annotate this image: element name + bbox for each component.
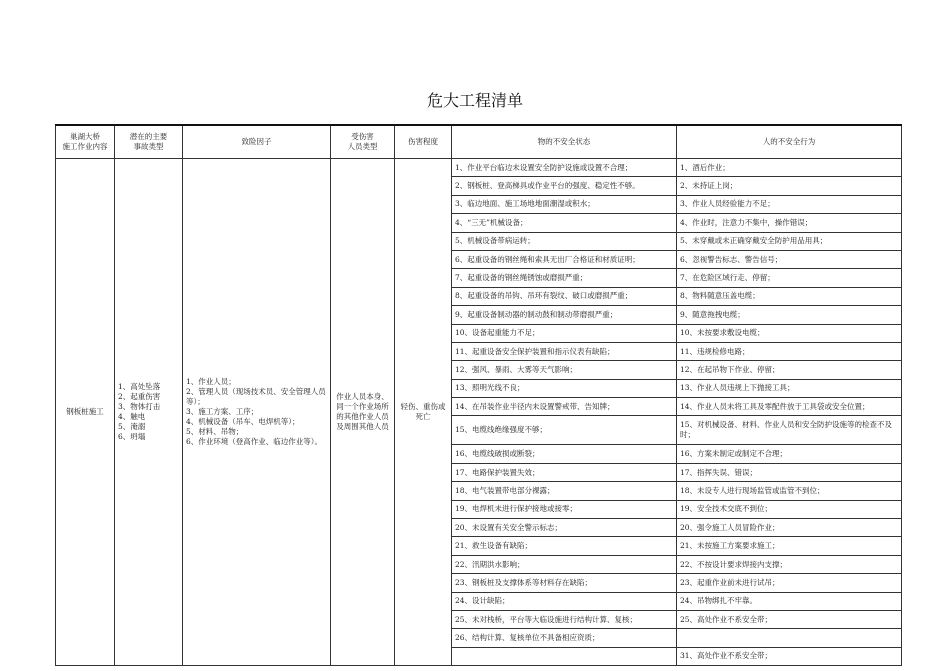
human-behavior-item: 4、作业时，注意力不集中，操作错误； (677, 214, 902, 232)
object-state-item: 22、汛期洪水影响； (452, 555, 677, 573)
cell-accident-types: 1、高处坠落 2、起重伤害 3、物体打击 4、触电 5、淹溺 6、坍塌 (115, 159, 183, 666)
human-behavior-item: 13、作业人员违规上下抛接工具； (677, 379, 902, 397)
human-behavior-item: 23、起重作业前未进行试吊； (677, 574, 902, 592)
human-behavior-item: 16、方案未制定或制定不合理； (677, 445, 902, 463)
human-behavior-item: 17、指挥失误、错误； (677, 463, 902, 481)
human-behavior-item: 15、对机械设备、材料、作业人员和安全防护设施等的检查不及时； (677, 416, 902, 445)
human-behavior-item: 25、高处作业不系安全带； (677, 610, 902, 628)
human-behavior-item: 14、作业人员未将工具及零配件放于工具袋或安全位置； (677, 398, 902, 416)
human-behavior-item: 5、未穿戴或未正确穿戴安全防护用品用具； (677, 232, 902, 250)
human-behavior-item: 6、忽视警告标志、警告信号； (677, 250, 902, 268)
human-behavior-item: 12、在起吊物下作业、停留； (677, 361, 902, 379)
human-behavior-item: 3、作业人员经验能力不足； (677, 195, 902, 213)
header-project: 巢湖大桥 施工作业内容 (56, 125, 115, 159)
object-state-item: 10、设备起重能力不足； (452, 324, 677, 342)
cell-risk-factors: 1、作业人员； 2、管理人员（现场技术员、安全管理人员等）； 3、施工方案、工序； 4、机械设备（吊车、电焊机等）； 5、材料、吊物； 6、作业环境（登高作业、临边作业等）。 (183, 159, 331, 666)
object-state-item: 12、强风、暴雨、大雾等天气影响； (452, 361, 677, 379)
human-behavior-item: 11、违规检修电路； (677, 342, 902, 360)
header-object-unsafe-state: 物的不安全状态 (452, 125, 677, 159)
cell-affected-people: 作业人员本身、同一个作业场所的其他作业人员及周围其他人员 (331, 159, 395, 666)
human-behavior-item: 8、物料随意压盖电缆； (677, 287, 902, 305)
human-behavior-item: 31、高处作业不系安全带； (677, 647, 902, 665)
header-affected-people: 受伤害 人员类型 (331, 125, 395, 159)
human-behavior-item: 19、安全技术交底不到位； (677, 500, 902, 518)
object-state-item: 2、钢板桩、登高梯具或作业平台的强度、稳定性不够。 (452, 177, 677, 195)
hazard-list-table (55, 124, 902, 666)
object-state-item: 24、设计缺陷； (452, 592, 677, 610)
human-behavior-item: 2、未持证上岗； (677, 177, 902, 195)
object-state-item: 25、未对栈桥，平台等大临设施进行结构计算、复核； (452, 610, 677, 628)
object-state-item: 16、电缆线破损或断裂； (452, 445, 677, 463)
human-behavior-item: 18、未设专人进行现场监管或监管不到位； (677, 482, 902, 500)
human-behavior-item: 21、未按施工方案要求施工； (677, 537, 902, 555)
object-state-item: 14、在吊装作业半径内未设置警戒带、告知牌； (452, 398, 677, 416)
cell-project: 钢板桩施工 (56, 159, 115, 666)
human-behavior-item: 1、酒后作业； (677, 159, 902, 177)
human-behavior-item: 20、强令施工人员冒险作业； (677, 519, 902, 537)
object-state-item: 21、救生设备有缺陷； (452, 537, 677, 555)
object-state-item: 3、临边地面、施工场地地面潮湿或积水； (452, 195, 677, 213)
object-state-item: 26、结构计算、复核单位不具备相应资质； (452, 629, 677, 647)
header-risk-factors: 致险因子 (183, 125, 331, 159)
object-state-item: 19、电焊机未进行保护接地或接零； (452, 500, 677, 518)
object-state-item: 18、电气装置带电部分裸露； (452, 482, 677, 500)
object-state-item: 8、起重设备的吊钩、吊环有裂纹、破口或磨损严重； (452, 287, 677, 305)
header-row (56, 125, 902, 159)
human-behavior-item: 10、未按要求敷设电缆； (677, 324, 902, 342)
object-state-item: 13、照明光线不良； (452, 379, 677, 397)
human-behavior-item: 24、吊物绑扎不牢靠。 (677, 592, 902, 610)
page-title: 危大工程清单 (426, 91, 523, 110)
object-state-item (452, 647, 677, 665)
human-behavior-item: 22、不按设计要求焊接内支撑； (677, 555, 902, 573)
object-state-item: 11、起重设备安全保护装置和指示仪表有缺陷； (452, 342, 677, 360)
header-human-unsafe-behavior: 人的不安全行为 (677, 125, 902, 159)
object-state-item: 7、起重设备的钢丝绳锈蚀或磨损严重； (452, 269, 677, 287)
cell-severity: 轻伤、重伤或死亡 (395, 159, 452, 666)
human-behavior-item: 7、在危险区域行走、停留； (677, 269, 902, 287)
object-state-item: 6、起重设备的钢丝绳和索具无出厂合格证和材质证明； (452, 250, 677, 268)
object-state-item: 15、电缆线绝缘强度不够； (452, 416, 677, 445)
object-state-item: 1、作业平台临边未设置安全防护设施或设置不合理； (452, 159, 677, 177)
object-state-item: 20、未设置有关安全警示标志； (452, 519, 677, 537)
object-state-item: 9、起重设备制动器的制动鼓和制动带磨损严重； (452, 306, 677, 324)
object-state-item: 4、“三无”机械设备； (452, 214, 677, 232)
object-state-item: 23、钢板桩及支撑体系等材料存在缺陷； (452, 574, 677, 592)
table-row (56, 159, 902, 177)
human-behavior-item: 9、随意拖拽电缆； (677, 306, 902, 324)
object-state-item: 5、机械设备带病运转； (452, 232, 677, 250)
header-accident-type: 潜在的主要 事故类型 (115, 125, 183, 159)
object-state-item: 17、电路保护装置失效； (452, 463, 677, 481)
human-behavior-item (677, 629, 902, 647)
header-severity: 伤害程度 (395, 125, 452, 159)
